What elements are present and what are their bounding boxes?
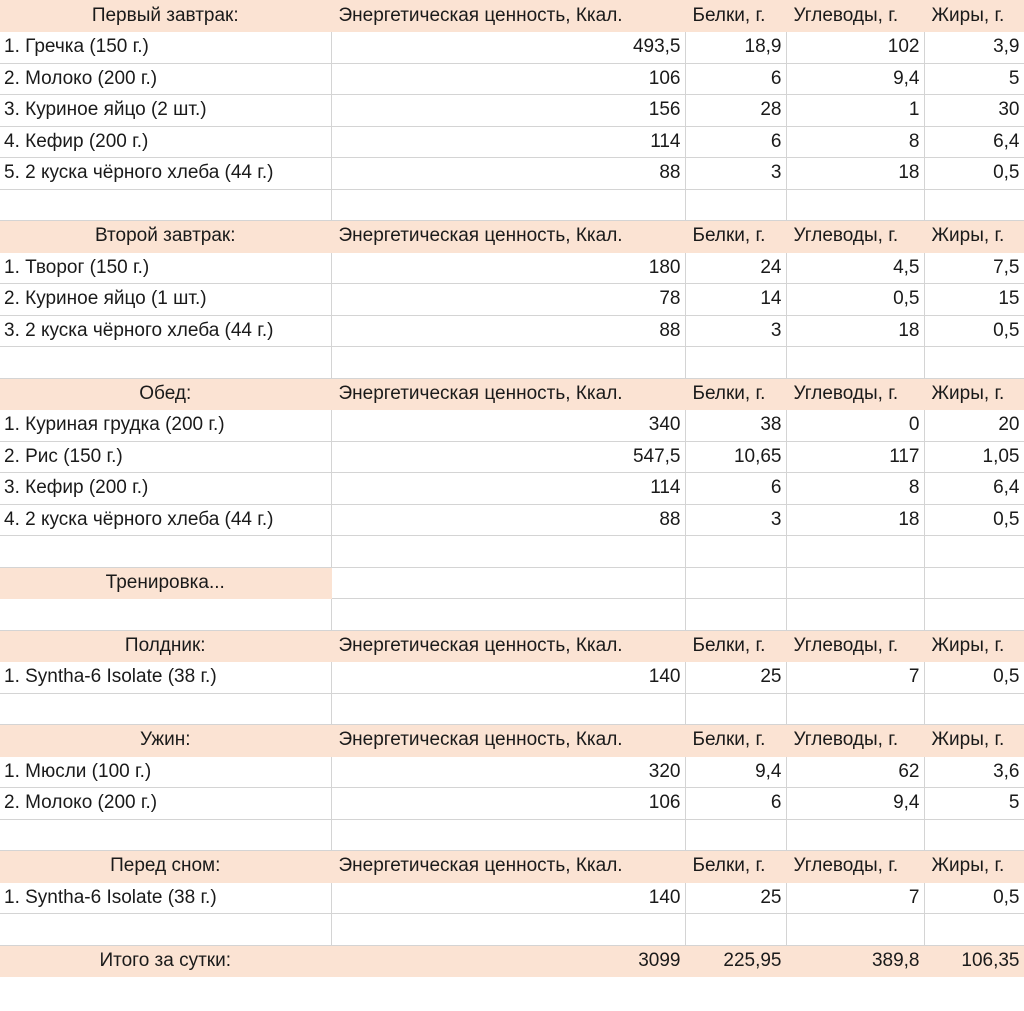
empty-row — [0, 819, 1024, 851]
item-name-cell[interactable]: 1. Syntha-6 Isolate (38 г.) — [0, 882, 331, 914]
carbs-cell[interactable]: 9,4 — [786, 788, 924, 820]
table-row — [0, 284, 1024, 316]
total-fat-cell[interactable]: 106,35 — [924, 945, 1024, 977]
empty-cell[interactable] — [924, 567, 1024, 599]
col-header-energy[interactable]: Энергетическая ценность, Ккал. — [331, 0, 685, 32]
table-row — [0, 158, 1024, 190]
empty-cell[interactable] — [331, 914, 685, 946]
fat-cell[interactable]: 0,5 — [924, 504, 1024, 536]
carbs-cell[interactable]: 117 — [786, 441, 924, 473]
table-row — [0, 441, 1024, 473]
energy-cell[interactable]: 114 — [331, 126, 685, 158]
total-energy-cell[interactable]: 3099 — [331, 945, 685, 977]
col-header-fat[interactable]: Жиры, г. — [924, 221, 1024, 253]
empty-cell[interactable] — [786, 914, 924, 946]
carbs-cell[interactable]: 8 — [786, 473, 924, 505]
col-header-protein[interactable]: Белки, г. — [685, 725, 786, 757]
protein-cell[interactable]: 6 — [685, 126, 786, 158]
empty-row — [0, 914, 1024, 946]
total-carbs-cell[interactable]: 389,8 — [786, 945, 924, 977]
carbs-cell[interactable]: 18 — [786, 315, 924, 347]
empty-cell[interactable] — [786, 189, 924, 221]
meal-title[interactable]: Второй завтрак: — [0, 221, 331, 253]
carbs-cell[interactable]: 0 — [786, 410, 924, 442]
meal-header-row — [0, 630, 1024, 662]
empty-cell[interactable] — [331, 189, 685, 221]
empty-cell[interactable] — [0, 536, 331, 568]
energy-cell[interactable]: 88 — [331, 315, 685, 347]
col-header-protein[interactable]: Белки, г. — [685, 630, 786, 662]
energy-cell[interactable]: 106 — [331, 788, 685, 820]
meal-header-row — [0, 0, 1024, 32]
col-header-carbs[interactable]: Углеводы, г. — [786, 0, 924, 32]
fat-cell[interactable]: 5 — [924, 63, 1024, 95]
table-row — [0, 410, 1024, 442]
col-header-energy[interactable]: Энергетическая ценность, Ккал. — [331, 851, 685, 883]
protein-cell[interactable]: 3 — [685, 504, 786, 536]
empty-cell[interactable] — [924, 819, 1024, 851]
empty-cell[interactable] — [786, 599, 924, 631]
table-row — [0, 788, 1024, 820]
meal-title[interactable]: Ужин: — [0, 725, 331, 757]
table-row — [0, 32, 1024, 64]
carbs-cell[interactable]: 4,5 — [786, 252, 924, 284]
energy-cell[interactable]: 493,5 — [331, 32, 685, 64]
empty-row — [0, 189, 1024, 221]
carbs-cell[interactable]: 0,5 — [786, 284, 924, 316]
fat-cell[interactable]: 1,05 — [924, 441, 1024, 473]
item-name-cell[interactable]: 1. Мюсли (100 г.) — [0, 756, 331, 788]
carbs-cell[interactable]: 9,4 — [786, 63, 924, 95]
fat-cell[interactable]: 3,9 — [924, 32, 1024, 64]
meal-title[interactable]: Перед сном: — [0, 851, 331, 883]
empty-row — [0, 693, 1024, 725]
meal-title[interactable]: Полдник: — [0, 630, 331, 662]
meal-header-row — [0, 725, 1024, 757]
energy-cell[interactable]: 114 — [331, 473, 685, 505]
empty-cell[interactable] — [685, 189, 786, 221]
item-name-cell[interactable]: 1. Куриная грудка (200 г.) — [0, 410, 331, 442]
table-row — [0, 473, 1024, 505]
empty-cell[interactable] — [924, 347, 1024, 379]
col-header-protein[interactable]: Белки, г. — [685, 378, 786, 410]
empty-cell[interactable] — [331, 693, 685, 725]
col-header-fat[interactable]: Жиры, г. — [924, 851, 1024, 883]
carbs-cell[interactable]: 1 — [786, 95, 924, 127]
empty-cell[interactable] — [924, 914, 1024, 946]
table-row — [0, 95, 1024, 127]
item-name-cell[interactable]: 2. Куриное яйцо (1 шт.) — [0, 284, 331, 316]
meal-header-row — [0, 378, 1024, 410]
carbs-cell[interactable]: 8 — [786, 126, 924, 158]
item-name-cell[interactable]: 3. 2 куска чёрного хлеба (44 г.) — [0, 315, 331, 347]
fat-cell[interactable]: 0,5 — [924, 662, 1024, 694]
carbs-cell[interactable]: 7 — [786, 882, 924, 914]
empty-cell[interactable] — [685, 693, 786, 725]
empty-cell[interactable] — [685, 536, 786, 568]
empty-cell[interactable] — [685, 347, 786, 379]
energy-cell[interactable]: 88 — [331, 158, 685, 190]
energy-cell[interactable]: 547,5 — [331, 441, 685, 473]
meal-header-row — [0, 851, 1024, 883]
carbs-cell[interactable]: 7 — [786, 662, 924, 694]
col-header-protein[interactable]: Белки, г. — [685, 851, 786, 883]
carbs-cell[interactable]: 102 — [786, 32, 924, 64]
empty-cell[interactable] — [924, 536, 1024, 568]
table-row — [0, 126, 1024, 158]
total-row — [0, 945, 1024, 977]
protein-cell[interactable]: 9,4 — [685, 756, 786, 788]
energy-cell[interactable]: 180 — [331, 252, 685, 284]
empty-row — [0, 536, 1024, 568]
empty-cell[interactable] — [685, 819, 786, 851]
empty-cell[interactable] — [924, 189, 1024, 221]
protein-cell[interactable]: 28 — [685, 95, 786, 127]
protein-cell[interactable]: 6 — [685, 788, 786, 820]
col-header-protein[interactable]: Белки, г. — [685, 0, 786, 32]
empty-cell[interactable] — [786, 536, 924, 568]
protein-cell[interactable]: 25 — [685, 662, 786, 694]
total-label[interactable]: Итого за сутки: — [0, 945, 331, 977]
fat-cell[interactable]: 5 — [924, 788, 1024, 820]
table-row — [0, 63, 1024, 95]
fat-cell[interactable]: 3,6 — [924, 756, 1024, 788]
empty-cell[interactable] — [786, 347, 924, 379]
empty-cell[interactable] — [685, 567, 786, 599]
item-name-cell[interactable]: 1. Гречка (150 г.) — [0, 32, 331, 64]
empty-row — [0, 599, 1024, 631]
fat-cell[interactable]: 20 — [924, 410, 1024, 442]
protein-cell[interactable]: 24 — [685, 252, 786, 284]
protein-cell[interactable]: 14 — [685, 284, 786, 316]
meal-title[interactable]: Обед: — [0, 378, 331, 410]
empty-cell[interactable] — [924, 693, 1024, 725]
table-row — [0, 882, 1024, 914]
protein-cell[interactable]: 6 — [685, 473, 786, 505]
empty-cell[interactable] — [331, 536, 685, 568]
training-row — [0, 567, 1024, 599]
empty-cell[interactable] — [331, 347, 685, 379]
empty-cell[interactable] — [331, 567, 685, 599]
fat-cell[interactable]: 0,5 — [924, 158, 1024, 190]
fat-cell[interactable]: 6,4 — [924, 126, 1024, 158]
empty-cell[interactable] — [786, 693, 924, 725]
empty-cell[interactable] — [331, 599, 685, 631]
energy-cell[interactable]: 78 — [331, 284, 685, 316]
item-name-cell[interactable]: 2. Рис (150 г.) — [0, 441, 331, 473]
empty-cell[interactable] — [0, 599, 331, 631]
empty-cell[interactable] — [0, 189, 331, 221]
item-name-cell[interactable]: 1. Творог (150 г.) — [0, 252, 331, 284]
item-name-cell[interactable]: 2. Молоко (200 г.) — [0, 788, 331, 820]
col-header-fat[interactable]: Жиры, г. — [924, 378, 1024, 410]
table-row — [0, 756, 1024, 788]
col-header-fat[interactable]: Жиры, г. — [924, 630, 1024, 662]
col-header-carbs[interactable]: Углеводы, г. — [786, 851, 924, 883]
total-protein-cell[interactable]: 225,95 — [685, 945, 786, 977]
fat-cell[interactable]: 6,4 — [924, 473, 1024, 505]
col-header-energy[interactable]: Энергетическая ценность, Ккал. — [331, 725, 685, 757]
empty-cell[interactable] — [685, 914, 786, 946]
item-name-cell[interactable]: 1. Syntha-6 Isolate (38 г.) — [0, 662, 331, 694]
table-row — [0, 252, 1024, 284]
energy-cell[interactable]: 140 — [331, 662, 685, 694]
col-header-carbs[interactable]: Углеводы, г. — [786, 221, 924, 253]
fat-cell[interactable]: 0,5 — [924, 315, 1024, 347]
energy-cell[interactable]: 340 — [331, 410, 685, 442]
empty-row — [0, 347, 1024, 379]
energy-cell[interactable]: 106 — [331, 63, 685, 95]
empty-cell[interactable] — [0, 914, 331, 946]
col-header-energy[interactable]: Энергетическая ценность, Ккал. — [331, 378, 685, 410]
empty-cell[interactable] — [0, 819, 331, 851]
empty-cell[interactable] — [786, 567, 924, 599]
empty-cell[interactable] — [786, 819, 924, 851]
fat-cell[interactable]: 7,5 — [924, 252, 1024, 284]
col-header-carbs[interactable]: Углеводы, г. — [786, 630, 924, 662]
fat-cell[interactable]: 0,5 — [924, 882, 1024, 914]
col-header-energy[interactable]: Энергетическая ценность, Ккал. — [331, 221, 685, 253]
protein-cell[interactable]: 3 — [685, 315, 786, 347]
energy-cell[interactable]: 156 — [331, 95, 685, 127]
table-row — [0, 315, 1024, 347]
protein-cell[interactable]: 6 — [685, 63, 786, 95]
carbs-cell[interactable]: 62 — [786, 756, 924, 788]
col-header-fat[interactable]: Жиры, г. — [924, 0, 1024, 32]
protein-cell[interactable]: 3 — [685, 158, 786, 190]
item-name-cell[interactable]: 4. 2 куска чёрного хлеба (44 г.) — [0, 504, 331, 536]
col-header-energy[interactable]: Энергетическая ценность, Ккал. — [331, 630, 685, 662]
empty-cell[interactable] — [924, 599, 1024, 631]
meal-header-row — [0, 221, 1024, 253]
item-name-cell[interactable]: 3. Кефир (200 г.) — [0, 473, 331, 505]
item-name-cell[interactable]: 5. 2 куска чёрного хлеба (44 г.) — [0, 158, 331, 190]
col-header-carbs[interactable]: Углеводы, г. — [786, 725, 924, 757]
item-name-cell[interactable]: 4. Кефир (200 г.) — [0, 126, 331, 158]
item-name-cell[interactable]: 3. Куриное яйцо (2 шт.) — [0, 95, 331, 127]
col-header-carbs[interactable]: Углеводы, г. — [786, 378, 924, 410]
protein-cell[interactable]: 25 — [685, 882, 786, 914]
training-label[interactable]: Тренировка... — [0, 567, 331, 599]
empty-cell[interactable] — [685, 599, 786, 631]
carbs-cell[interactable]: 18 — [786, 158, 924, 190]
energy-cell[interactable]: 140 — [331, 882, 685, 914]
energy-cell[interactable]: 88 — [331, 504, 685, 536]
item-name-cell[interactable]: 2. Молоко (200 г.) — [0, 63, 331, 95]
col-header-fat[interactable]: Жиры, г. — [924, 725, 1024, 757]
col-header-protein[interactable]: Белки, г. — [685, 221, 786, 253]
protein-cell[interactable]: 18,9 — [685, 32, 786, 64]
table-row — [0, 504, 1024, 536]
carbs-cell[interactable]: 18 — [786, 504, 924, 536]
empty-cell[interactable] — [331, 819, 685, 851]
protein-cell[interactable]: 10,65 — [685, 441, 786, 473]
empty-cell[interactable] — [0, 693, 331, 725]
table-row — [0, 662, 1024, 694]
empty-cell[interactable] — [0, 347, 331, 379]
fat-cell[interactable]: 30 — [924, 95, 1024, 127]
energy-cell[interactable]: 320 — [331, 756, 685, 788]
protein-cell[interactable]: 38 — [685, 410, 786, 442]
meal-title[interactable]: Первый завтрак: — [0, 0, 331, 32]
fat-cell[interactable]: 15 — [924, 284, 1024, 316]
